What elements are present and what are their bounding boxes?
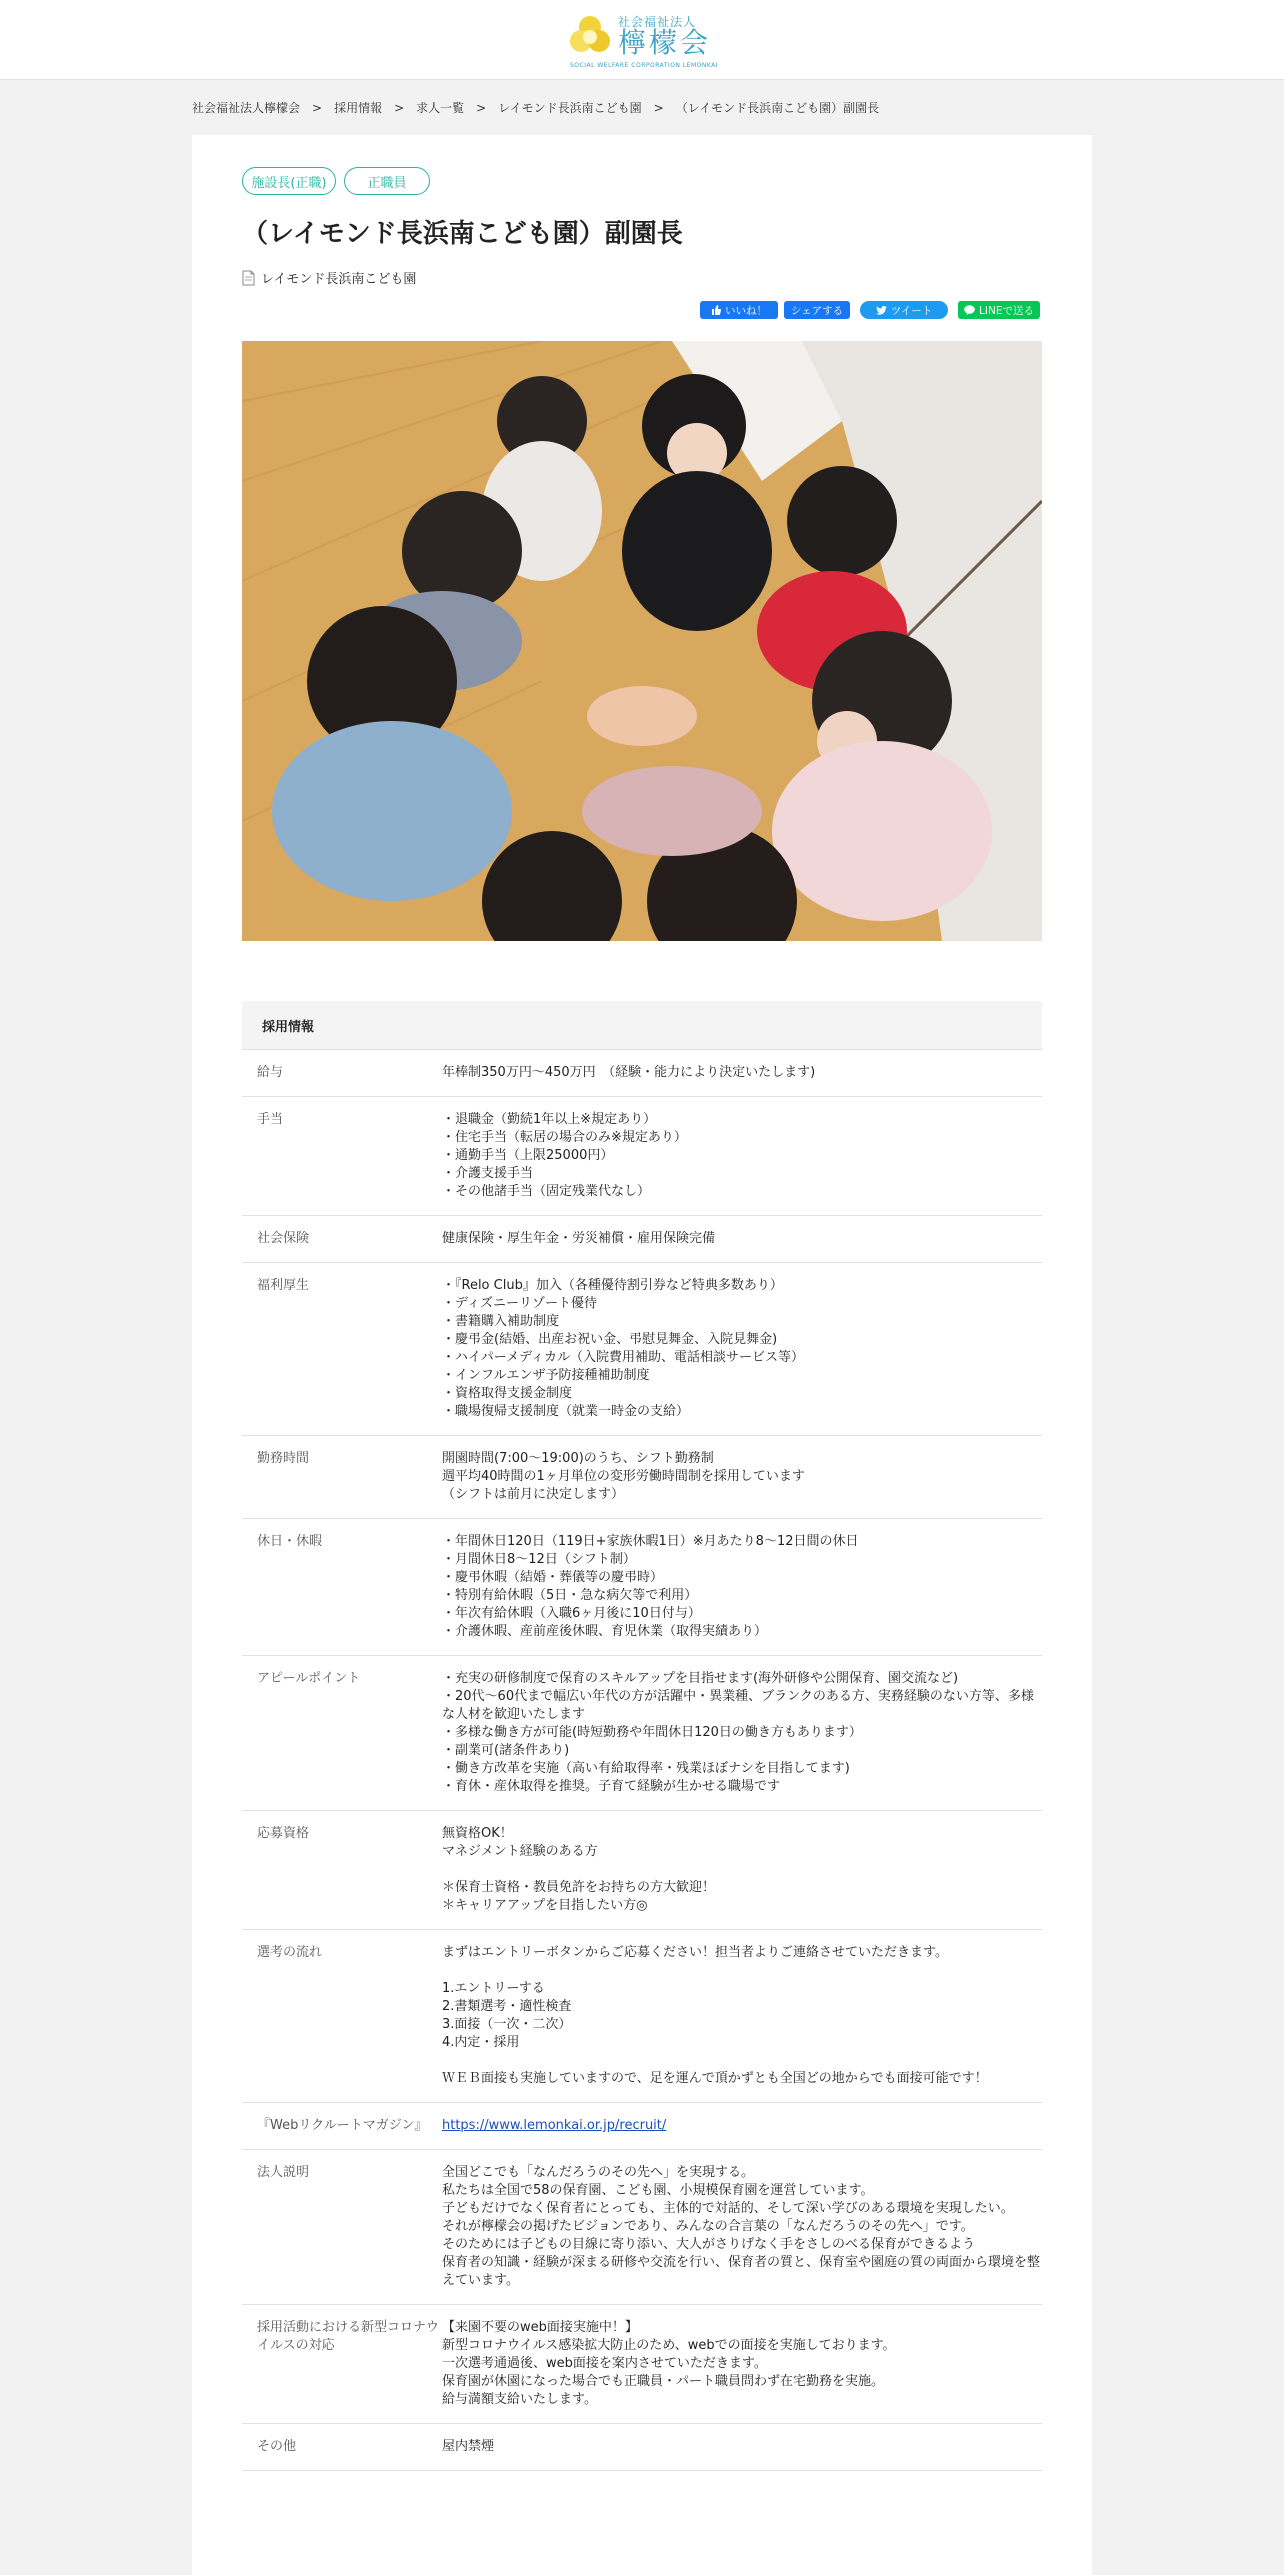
logo-english: SOCIAL WELFARE CORPORATION LEMONKAI (570, 62, 719, 69)
job-photo (242, 341, 1042, 941)
row-value (442, 2103, 1042, 2149)
tag-employment-type[interactable]: 正職員 (344, 167, 430, 195)
school-label: レイモンド長浜南こども園 (261, 272, 417, 287)
row-value: ・充実の研修制度で保育のスキルアップを目指せます(海外研修や公開保育、園交流など) ・20代～60代まで幅広い年代の方が活躍中・異業種、ブランクのある方、実務経験のない方等、多様な人材を歓迎いたします ・多様な働き方が可能(時短勤務や年間休日120日の働き方もあります） ・副業可(諸条件あり) ・働き方改革を実施（高い有給取得率・残業ほぼナシを目指してます) ・育休・産休取得を推奨。子育て経験が生かせる職場です (442, 1671, 1034, 1794)
table-row (242, 1811, 1042, 1930)
table-row (242, 2424, 1042, 2471)
row-value: 開園時間(7:00～19:00)のうち、シフト勤務制 週平均40時間の1ヶ月単位の変形労働時間制を採用しています （シフトは前月に決定します） (442, 1451, 805, 1502)
breadcrumb-separator: > (653, 101, 664, 115)
row-label: 手当 (257, 1112, 284, 1127)
breadcrumb (192, 99, 879, 116)
school-name[interactable] (242, 268, 416, 287)
site-logo[interactable] (568, 11, 718, 71)
recruit-magazine-link[interactable]: https://www.lemonkai.or.jp/recruit/ (442, 2118, 667, 2133)
children-photo-image (242, 341, 1042, 941)
row-label: 休日・休暇 (257, 1534, 323, 1549)
document-icon (242, 270, 255, 286)
table-row (242, 2305, 1042, 2424)
row-label: 応募資格 (257, 1826, 310, 1841)
table-row (242, 1519, 1042, 1656)
row-value: ・『Relo Club』加入（各種優待割引券など特典多数あり） ・ディズニーリゾート優待 ・書籍購入補助制度 ・慶弔金(結婚、出産お祝い金、弔慰見舞金、入院見舞金) ・ハイパーメディカル（入院費用補助、電話相談サービス等） ・インフルエンザ予防接種補助制度 ・資格取得支援金制度 ・職場復帰支援制度（就業一時金の支給） (442, 1278, 805, 1419)
line-logo-icon (964, 305, 975, 315)
row-label: 勤務時間 (257, 1451, 310, 1466)
breadcrumb-item-recruit[interactable]: 採用情報 (334, 101, 383, 115)
table-row (242, 1050, 1042, 1097)
recruit-info-heading: 採用情報 (242, 1001, 1042, 1050)
row-label: その他 (257, 2439, 297, 2454)
recruit-info-table (242, 1001, 1042, 2471)
table-row (242, 1216, 1042, 1263)
facebook-like-button[interactable] (700, 301, 778, 319)
breadcrumb-item-current: （レイモンド長浜南こども園）副園長 (675, 101, 880, 115)
tweet-button[interactable] (860, 301, 948, 319)
row-value: ・退職金（勤続1年以上※規定あり） ・住宅手当（転居の場合のみ※規定あり） ・通勤手当（上限25000円） ・介護支援手当 ・その他諸手当（固定残業代なし） (442, 1112, 687, 1199)
twitter-bird-icon (876, 306, 887, 315)
row-value: まずはエントリーボタンからご応募ください！担当者よりご連絡させていただきます。 1.エントリーする 2.書類選考・適性検査 3.面接（一次・二次） 4.内定・採用 ＷＥＢ面接も実施していますので、足を運んで頂かずとも全国どの地からでも面接可能です！ (442, 1945, 988, 2086)
row-value: 無資格OK！ マネジメント経験のある方 ＊保育士資格・教員免許をお持ちの方大歓迎！ ＊キャリアアップを目指したい方◎ (442, 1826, 716, 1913)
thumbs-up-icon (711, 305, 721, 315)
breadcrumb-separator: > (394, 101, 405, 115)
table-row (242, 1930, 1042, 2103)
table-row (242, 1656, 1042, 1811)
line-share-button[interactable] (958, 301, 1040, 319)
table-row (242, 2103, 1042, 2150)
breadcrumb-separator: > (312, 101, 323, 115)
tag-position[interactable]: 施設長(正職) (242, 167, 336, 195)
row-value: 全国どこでも「なんだろうのその先へ」を実現する。 私たちは全国で58の保育園、こども園、小規模保育園を運営しています。 子どもだけでなく保育者にとっても、主体的で対話的、そして深い学びのある環境を実現したい。 それが檸檬会の掲げたビジョンであり、みんなの合言葉の「なんだろうのその先へ」です。 そのためには子どもの目線に寄り添い、大人がさりげなく手をさしのべる保育ができるよう 保育者の知識・経験が深まる研修や交流を行い、保育者の質と、保育室や園庭の質の両面から環境を整えています。 (442, 2165, 1041, 2288)
row-label: アピールポイント (257, 1671, 361, 1686)
facebook-share-button[interactable]: シェアする (784, 301, 850, 319)
table-row (242, 1263, 1042, 1436)
like-label: いいね！ (725, 304, 767, 317)
row-label: 選考の流れ (257, 1945, 323, 1960)
breadcrumb-item-school[interactable]: レイモンド長浜南こども園 (498, 101, 642, 115)
row-label: 社会保険 (257, 1231, 310, 1246)
table-row (242, 1436, 1042, 1519)
line-label: LINEで送る (979, 304, 1034, 317)
breadcrumb-item-home[interactable]: 社会福祉法人檸檬会 (192, 101, 301, 115)
tweet-label: ツイート (890, 304, 933, 317)
table-row (242, 2150, 1042, 2305)
row-value: ・年間休日120日（119日+家族休暇1日）※月あたり8～12日間の休日 ・月間休日8～12日（シフト制） ・慶弔休暇（結婚・葬儀等の慶弔時） ・特別有給休暇（5日・急な病欠等で利用） ・年次有給休暇（入職6ヶ月後に10日付与） ・介護休暇、産前産後休暇、育児休業（取得実績あり） (442, 1534, 859, 1639)
row-value: 屋内禁煙 (442, 2439, 495, 2454)
row-label: 『Webリクルートマガジン』 (257, 2118, 428, 2133)
breadcrumb-separator: > (476, 101, 487, 115)
row-value: 健康保険・厚生年金・労災補償・雇用保険完備 (442, 1231, 716, 1246)
row-label: 給与 (257, 1065, 284, 1080)
site-header (0, 0, 1284, 80)
row-label: 採用活動における新型コロナウイルスの対応 (257, 2320, 440, 2353)
job-card (192, 135, 1092, 2575)
lemon-logo-icon (568, 13, 612, 57)
table-row (242, 1097, 1042, 1216)
row-label: 福利厚生 (257, 1278, 310, 1293)
row-label: 法人説明 (257, 2165, 310, 2180)
page-title: （レイモンド長浜南こども園）副園長 (242, 219, 683, 249)
logo-title: 檸檬会 (618, 26, 712, 59)
row-value: 【来園不要のweb面接実施中！】 新型コロナウイルス感染拡大防止のため、webでの面接を実施しております。 一次選考通過後、web面接を案内させていただきます。 保育園が休園になった場合でも正職員・パート職員問わず在宅勤務を実施。 給与満額支給いたします。 (442, 2320, 896, 2407)
logo-subtitle: 社会福祉法人 (618, 15, 697, 29)
breadcrumb-item-job-list[interactable]: 求人一覧 (416, 101, 465, 115)
row-value: 年棒制350万円～450万円 （経験・能力により決定いたします) (442, 1065, 816, 1080)
